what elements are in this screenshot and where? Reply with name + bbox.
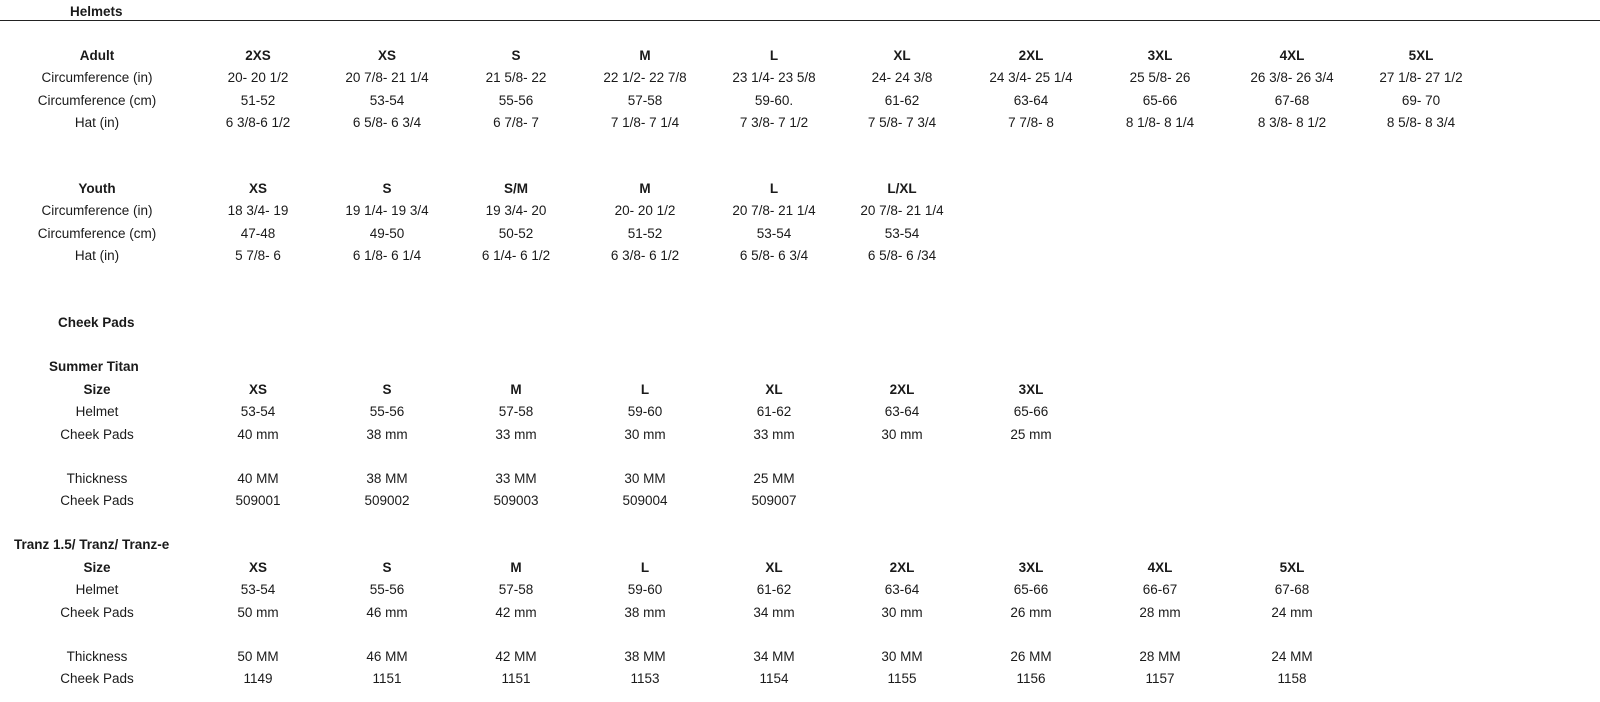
size-value: 33 MM: [495, 471, 537, 486]
size-header: S: [382, 560, 392, 575]
size-value: 42 MM: [495, 649, 537, 664]
row-label: Circumference (in): [41, 70, 153, 86]
size-header: M: [639, 48, 651, 63]
size-value: 6 5/8- 6 /34: [867, 247, 937, 263]
size-header: XL: [765, 382, 783, 397]
size-header: 3XL: [1018, 560, 1044, 575]
size-header: XS: [248, 560, 267, 575]
size-value: 55-56: [369, 582, 405, 598]
size-value: 53-54: [884, 225, 920, 241]
size-value: 1157: [1145, 671, 1175, 687]
size-header: M: [510, 382, 522, 397]
row-label: Hat (in): [74, 247, 120, 263]
row-label: Circumference (in): [41, 203, 153, 219]
size-row-label: Size: [83, 560, 111, 575]
size-value: 24 mm: [1271, 604, 1313, 620]
size-value: 57-58: [498, 404, 534, 420]
size-value: 55-56: [369, 404, 405, 420]
size-value: 65-66: [1013, 582, 1049, 598]
size-value: 50 mm: [237, 604, 279, 620]
row-label: Thickness: [66, 649, 128, 664]
row-label: Hat (in): [74, 114, 120, 130]
size-value: 7 1/8- 7 1/4: [610, 114, 680, 130]
size-value: 7 3/8- 7 1/2: [739, 114, 809, 130]
size-header: L: [640, 560, 650, 575]
size-header: S: [382, 181, 392, 196]
size-header: L: [769, 181, 779, 196]
size-value: 509003: [493, 493, 539, 509]
size-value: 55-56: [498, 92, 534, 108]
row-label: Helmet: [75, 404, 119, 420]
size-value: 509002: [364, 493, 410, 509]
size-header: M: [510, 560, 522, 575]
size-value: 61-62: [884, 92, 920, 108]
size-value: 30 mm: [881, 604, 923, 620]
size-value: 28 mm: [1139, 604, 1181, 620]
size-value: 24- 24 3/8: [871, 70, 933, 86]
size-value: 51-52: [240, 92, 276, 108]
size-value: 8 1/8- 8 1/4: [1125, 114, 1195, 130]
size-header: 5XL: [1279, 560, 1305, 575]
size-value: 46 MM: [366, 649, 408, 664]
cheek-pads-heading: Cheek Pads: [58, 315, 135, 330]
size-value: 25 MM: [753, 471, 795, 486]
size-value: 1151: [501, 671, 531, 687]
tranz-title: Tranz 1.5/ Tranz/ Tranz-e: [14, 537, 170, 552]
size-value: 1154: [759, 671, 789, 687]
size-header: 2XL: [889, 560, 915, 575]
size-value: 27 1/8- 27 1/2: [1379, 70, 1463, 86]
size-value: 6 1/4- 6 1/2: [481, 247, 551, 263]
size-value: 1151: [372, 671, 402, 687]
size-value: 1153: [630, 671, 660, 687]
size-value: 6 3/8-6 1/2: [225, 114, 291, 130]
size-value: 509007: [751, 493, 797, 509]
size-header: L: [640, 382, 650, 397]
size-header: XS: [377, 48, 396, 63]
size-value: 69- 70: [1401, 92, 1441, 108]
size-header: L: [769, 48, 779, 63]
size-value: 25 mm: [1010, 426, 1052, 442]
size-value: 47-48: [240, 225, 276, 241]
size-header: 5XL: [1408, 48, 1434, 63]
size-header: 2XL: [1018, 48, 1044, 63]
size-value: 59-60: [627, 404, 663, 420]
size-value: 51-52: [627, 225, 663, 241]
size-value: 19 1/4- 19 3/4: [345, 203, 429, 219]
size-value: 33 mm: [753, 426, 795, 442]
size-header: 4XL: [1279, 48, 1305, 63]
size-value: 66-67: [1142, 582, 1178, 598]
size-value: 67-68: [1274, 582, 1310, 598]
size-header: XL: [765, 560, 783, 575]
size-value: 20 7/8- 21 1/4: [732, 203, 816, 219]
size-value: 30 MM: [624, 471, 666, 486]
size-value: 38 mm: [366, 426, 408, 442]
size-value: 7 5/8- 7 3/4: [867, 114, 937, 130]
size-header: L/XL: [887, 181, 917, 196]
size-value: 38 MM: [366, 471, 408, 486]
size-value: 28 MM: [1139, 649, 1181, 664]
size-header: S: [382, 382, 392, 397]
size-value: 21 5/8- 22: [485, 70, 547, 86]
size-value: 26 MM: [1010, 649, 1052, 664]
size-value: 61-62: [756, 582, 792, 598]
size-value: 18 3/4- 19: [227, 203, 289, 219]
size-value: 24 MM: [1271, 649, 1313, 664]
size-value: 57-58: [627, 92, 663, 108]
size-value: 50 MM: [237, 649, 279, 664]
size-value: 50-52: [498, 225, 534, 241]
size-value: 46 mm: [366, 604, 408, 620]
size-value: 26 3/8- 26 3/4: [1250, 70, 1334, 86]
size-header: 2XL: [889, 382, 915, 397]
size-value: 33 mm: [495, 426, 537, 442]
size-value: 30 MM: [881, 649, 923, 664]
size-header: 3XL: [1018, 382, 1044, 397]
size-value: 1155: [887, 671, 917, 687]
size-value: 67-68: [1274, 92, 1310, 108]
size-value: 26 mm: [1010, 604, 1052, 620]
size-value: 7 7/8- 8: [1008, 114, 1054, 130]
size-value: 6 1/8- 6 1/4: [352, 247, 422, 263]
size-value: 23 1/4- 23 5/8: [732, 70, 816, 86]
size-value: 30 mm: [624, 426, 666, 442]
row-label: Cheek Pads: [60, 604, 134, 620]
row-label: Cheek Pads: [60, 493, 134, 509]
size-value: 5 7/8- 6: [235, 247, 281, 263]
size-value: 53-54: [369, 92, 405, 108]
size-value: 57-58: [498, 582, 534, 598]
size-value: 8 5/8- 8 3/4: [1386, 114, 1456, 130]
size-value: 6 5/8- 6 3/4: [352, 114, 422, 130]
section-header-youth: Youth: [78, 181, 116, 196]
size-value: 6 3/8- 6 1/2: [610, 247, 680, 263]
header-bar: [0, 0, 1600, 21]
size-value: 65-66: [1013, 404, 1049, 420]
row-label: Cheek Pads: [60, 671, 134, 687]
summer_titan-title: Summer Titan: [49, 359, 139, 374]
size-value: 38 MM: [624, 649, 666, 664]
size-value: 1149: [243, 671, 273, 687]
size-value: 25 5/8- 26: [1129, 70, 1191, 86]
size-header: XS: [248, 181, 267, 196]
size-value: 34 MM: [753, 649, 795, 664]
size-value: 509004: [622, 493, 668, 509]
size-value: 20 7/8- 21 1/4: [345, 70, 429, 86]
size-value: 49-50: [369, 225, 405, 241]
size-value: 53-54: [240, 404, 276, 420]
size-row-label: Size: [83, 382, 111, 397]
size-header: 4XL: [1147, 560, 1173, 575]
size-value: 509001: [235, 493, 281, 509]
size-value: 1158: [1277, 671, 1307, 687]
size-value: 34 mm: [753, 604, 795, 620]
size-value: 20 7/8- 21 1/4: [860, 203, 944, 219]
page-title: Helmets: [70, 4, 123, 19]
size-value: 53-54: [756, 225, 792, 241]
size-value: 22 1/2- 22 7/8: [603, 70, 687, 86]
size-value: 63-64: [884, 582, 920, 598]
size-header: S/M: [503, 181, 528, 196]
size-header: S: [511, 48, 521, 63]
size-value: 63-64: [1013, 92, 1049, 108]
size-value: 8 3/8- 8 1/2: [1257, 114, 1327, 130]
row-label: Circumference (cm): [37, 225, 157, 241]
size-value: 42 mm: [495, 604, 537, 620]
size-value: 61-62: [756, 404, 792, 420]
size-value: 59-60: [627, 582, 663, 598]
size-value: 24 3/4- 25 1/4: [989, 70, 1073, 86]
row-label: Thickness: [66, 471, 128, 486]
size-value: 1156: [1016, 671, 1046, 687]
row-label: Helmet: [75, 582, 119, 598]
size-value: 40 mm: [237, 426, 279, 442]
row-label: Circumference (cm): [37, 92, 157, 108]
size-value: 20- 20 1/2: [614, 203, 676, 219]
size-value: 65-66: [1142, 92, 1178, 108]
size-value: 30 mm: [881, 426, 923, 442]
size-value: 38 mm: [624, 604, 666, 620]
size-header: 2XS: [245, 48, 271, 63]
size-value: 6 5/8- 6 3/4: [739, 247, 809, 263]
size-value: 40 MM: [237, 471, 279, 486]
size-header: XL: [893, 48, 911, 63]
size-value: 59-60.: [754, 92, 794, 108]
row-label: Cheek Pads: [60, 426, 134, 442]
section-header-adult: Adult: [79, 48, 115, 63]
size-value: 6 7/8- 7: [493, 114, 539, 130]
size-header: M: [639, 181, 651, 196]
size-header: XS: [248, 382, 267, 397]
size-value: 53-54: [240, 582, 276, 598]
size-value: 63-64: [884, 404, 920, 420]
size-value: 20- 20 1/2: [227, 70, 289, 86]
size-header: 3XL: [1147, 48, 1173, 63]
size-value: 19 3/4- 20: [485, 203, 547, 219]
